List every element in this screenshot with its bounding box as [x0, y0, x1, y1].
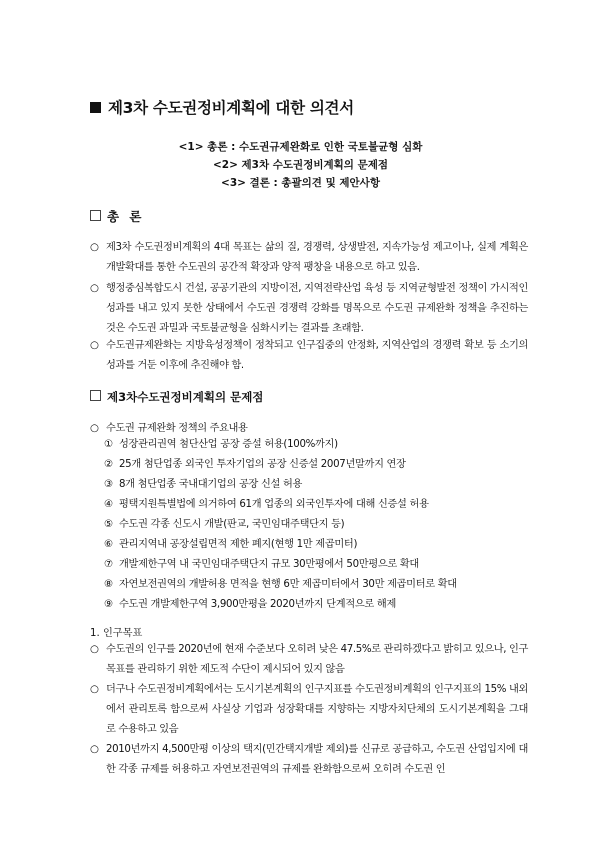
policy-item-2: ② 25개 첨단업종 외국인 투자기업의 공장 신증설 2007년말까지 연장 [104, 459, 406, 470]
checkbox-square-icon [90, 390, 101, 401]
circle-bullet-icon: ○ [90, 242, 99, 253]
policy-item-9: ⑨ 수도권 개발제한구역 3,900만평을 2020년까지 단계적으로 해제 [104, 599, 396, 610]
overview-bullet-2 [90, 279, 528, 339]
subsection-heading-population: 1. 인구목표 [90, 628, 143, 639]
policy-item-4: ④ 평택지원특별법에 의거하여 61개 업종의 외국인투자에 대해 신증설 허용 [104, 499, 429, 510]
overview-bullet-2-text: 행정중심복합도시 건설, 공공기관의 지방이전, 지역전략산업 육성 등 지역균형발전 정책이 가시적인 성과를 내고 있지 못한 상태에서 수도권 경쟁력 강화를 명목으로 수도권 규제완화 정책을 추진하는 것은 수도권 과밀과 국토불균형을 심화시키는 결과를 초래함. [106, 283, 528, 334]
population-bullet-3-text: 2010년까지 4,500만평 이상의 택지(민간택지개발 제외)를 신규로 공급하고, 수도권 산업입지에 대한 각종 규제를 허용하고 자연보전권역의 규제를 완화함으로써 오히려 수도권 인 [106, 744, 528, 775]
policy-item-1: ① 성장관리권역 첨단산업 공장 증설 허용(100%까지) [104, 439, 338, 450]
circle-bullet-icon: ○ [90, 423, 99, 434]
document-title-text: 제3차 수도권정비계획에 대한 의견서 [108, 99, 354, 117]
black-square-icon [90, 102, 101, 113]
overview-bullet-3-text: 수도권규제완화는 지방육성정책이 정착되고 인구집중의 안정화, 지역산업의 경쟁력 확보 등 소기의 성과를 거둔 이후에 추진해야 함. [106, 340, 528, 371]
problems-intro-text: 수도권 규제완화 정책의 주요내용 [106, 423, 248, 434]
circle-bullet-icon: ○ [90, 644, 99, 655]
circle-bullet-icon: ○ [90, 744, 99, 755]
policy-item-8: ⑧ 자연보전권역의 개발허용 면적을 현행 6만 제곱미터에서 30만 제곱미터로 확대 [104, 579, 457, 590]
circle-bullet-icon: ○ [90, 340, 99, 351]
section-heading-problems [90, 389, 263, 405]
circle-bullet-icon: ○ [90, 283, 99, 294]
overview-bullet-3 [90, 336, 528, 376]
population-bullet-2 [90, 680, 528, 740]
population-bullet-3 [90, 740, 528, 780]
checkbox-square-icon [90, 210, 101, 221]
document-title [90, 96, 354, 118]
toc-item-2: <2> 제3차 수도권정비계획의 문제점 [212, 159, 389, 171]
circle-bullet-icon: ○ [90, 684, 99, 695]
policy-item-7: ⑦ 개발제한구역 내 국민임대주택단지 규모 30만평에서 50만평으로 확대 [104, 559, 419, 570]
policy-item-6: ⑥ 관리지역내 공장설립면적 제한 폐지(현행 1만 제곱미터) [104, 539, 358, 550]
population-bullet-2-text: 더구나 수도권정비계획에서는 도시기본계획의 인구지표를 수도권정비계획의 인구지표의 15% 내외에서 관리토록 함으로써 사실상 기업과 성장확대를 지향하는 지방자치단체의 도시기본계획을 그대로 수용하고 있음 [106, 684, 528, 735]
population-bullet-1-text: 수도권의 인구를 2020년에 현재 수준보다 오히려 낮은 47.5%로 관리하겠다고 밝히고 있으나, 인구목표를 관리하기 위한 제도적 수단이 제시되어 있지 않음 [106, 644, 528, 675]
population-bullet-1 [90, 640, 528, 680]
overview-bullet-1 [90, 238, 528, 278]
section-heading-problems-text: 제3차수도권정비계획의 문제점 [107, 390, 264, 404]
policy-item-3: ③ 8개 첨단업종 국내대기업의 공장 신설 허용 [104, 479, 303, 490]
toc-item-1: <1> 총론 : 수도권규제완화로 인한 국토불균형 심화 [178, 141, 423, 153]
overview-bullet-1-text: 제3차 수도권정비계획의 4대 목표는 삶의 질, 경쟁력, 상생발전, 지속가능성 제고이나, 실제 계획은 개발확대를 통한 수도권의 공간적 확장과 양적 팽창을 내용으로 하고 있음. [106, 242, 528, 273]
policy-item-5: ⑤ 수도권 각종 신도시 개발(판교, 국민임대주택단지 등) [104, 519, 345, 530]
toc-item-3: <3> 결론 : 총괄의견 및 제안사항 [221, 177, 380, 189]
section-heading-overview [90, 207, 145, 225]
section-heading-overview-text: 총 론 [107, 209, 145, 224]
